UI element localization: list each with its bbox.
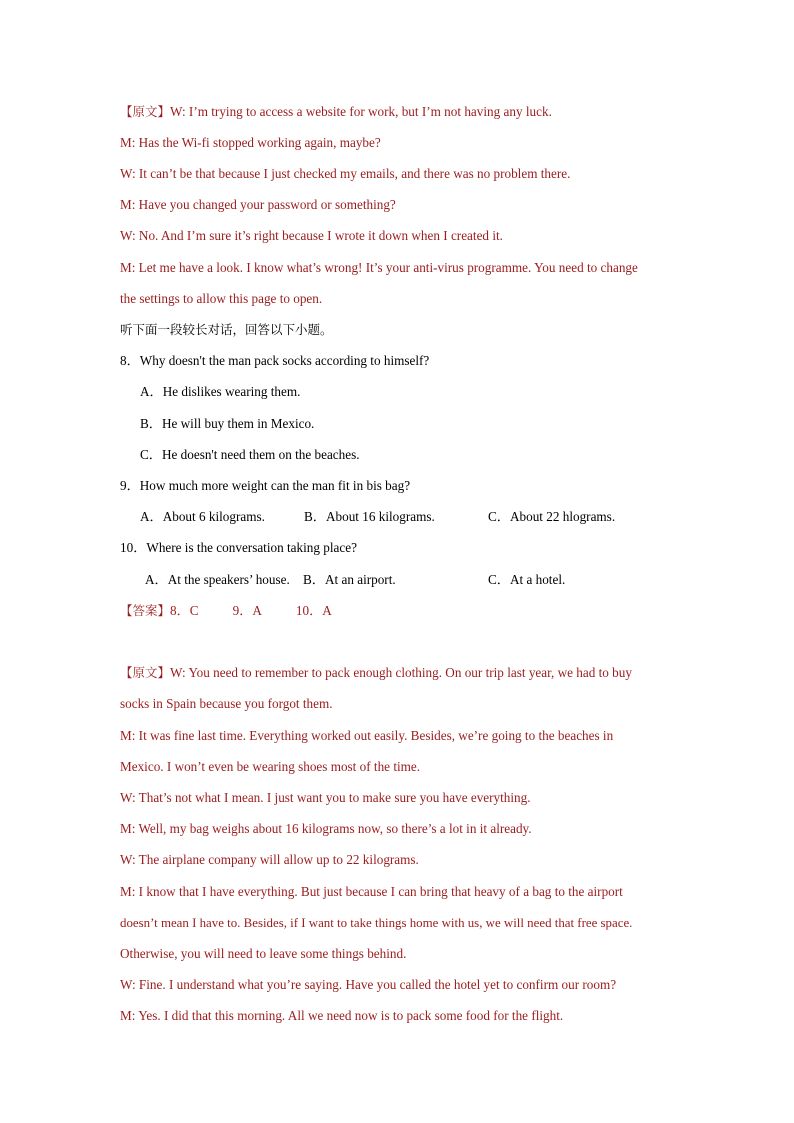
answer-10: 10．A xyxy=(295,603,332,618)
transcript2-line-3: M: It was fine last time. Everything worked out easily. Besides, we’re going to the beaches in xyxy=(120,728,614,743)
transcript2-line-6: M: Well, my bag weighs about 16 kilograms now, so there’s a lot in it already. xyxy=(120,821,532,836)
transcript1-tag: 【原文】 xyxy=(120,104,171,119)
transcript2-line-10: Otherwise, you will need to leave some things behind. xyxy=(120,946,407,961)
transcript1-line-2: M: Has the Wi-fi stopped working again, maybe? xyxy=(120,135,381,150)
question-10-option-c: C．At a hotel. xyxy=(488,572,566,587)
transcript2-line-4: Mexico. I won’t even be wearing shoes most of the time. xyxy=(120,759,421,774)
transcript1-line-7: the settings to allow this page to open. xyxy=(120,291,323,306)
question-10-stem: 10．Where is the conversation taking place? xyxy=(120,540,357,555)
transcript2-line-7: W: The airplane company will allow up to 22 kilograms. xyxy=(120,852,419,867)
question-9-stem: 9．How much more weight can the man fit in bis bag? xyxy=(120,478,411,493)
question-9-option-a: A．About 6 kilograms. xyxy=(140,509,265,524)
question-8-option-a: A．He dislikes wearing them. xyxy=(140,384,301,399)
transcript2-line-5: W: That’s not what I mean. I just want you to make sure you have everything. xyxy=(120,790,531,805)
transcript2-line-9: doesn’t mean I have to. Besides, if I want to take things home with us, we will need that free space. xyxy=(120,916,633,930)
transcript2-text-1: W: You need to remember to pack enough clothing. On our trip last year, we had to buy xyxy=(170,665,632,680)
answer-8: 8．C xyxy=(170,603,199,618)
answers-tag: 【答案】 xyxy=(120,603,171,618)
transcript2-line-12: M: Yes. I did that this morning. All we need now is to pack some food for the flight. xyxy=(120,1008,564,1023)
transcript1-line-6: M: Let me have a look. I know what’s wrong! It’s your anti-virus programme. You need to change xyxy=(120,260,638,275)
transcript1-line-5: W: No. And I’m sure it’s right because I wrote it down when I created it. xyxy=(120,228,503,243)
question-10-option-a: A．At the speakers’ house. xyxy=(145,572,290,587)
answer-9: 9．A xyxy=(232,603,262,618)
question-8-option-c: C．He doesn't need them on the beaches. xyxy=(140,447,360,462)
question-8-option-b: B．He will buy them in Mexico. xyxy=(140,416,315,431)
transcript2-line-11: W: Fine. I understand what you’re saying. Have you called the hotel yet to confirm our room? xyxy=(120,977,617,992)
transcript2-tag: 【原文】 xyxy=(120,665,171,680)
question-8-stem: 8．Why doesn't the man pack socks according to himself? xyxy=(120,353,430,368)
answers-line xyxy=(120,602,332,620)
question-10-option-b: B．At an airport. xyxy=(303,572,396,587)
question-9-option-b: B．About 16 kilograms. xyxy=(304,509,435,524)
transcript1-text-1: W: I’m trying to access a website for work, but I’m not having any luck. xyxy=(170,104,552,119)
transcript2-line-1 xyxy=(120,664,632,682)
transcript1-line-1 xyxy=(120,103,552,121)
transcript1-line-3: W: It can’t be that because I just checked my emails, and there was no problem there. xyxy=(120,166,571,181)
question-9-option-c: C．About 22 hlograms. xyxy=(488,509,616,524)
section-instruction: 听下面一段较长对话，回答以下小题。 xyxy=(120,322,333,337)
transcript2-line-2: socks in Spain because you forgot them. xyxy=(120,696,333,711)
transcript1-line-4: M: Have you changed your password or something? xyxy=(120,197,396,212)
transcript2-line-8: M: I know that I have everything. But just because I can bring that heavy of a bag to the airport xyxy=(120,884,623,899)
